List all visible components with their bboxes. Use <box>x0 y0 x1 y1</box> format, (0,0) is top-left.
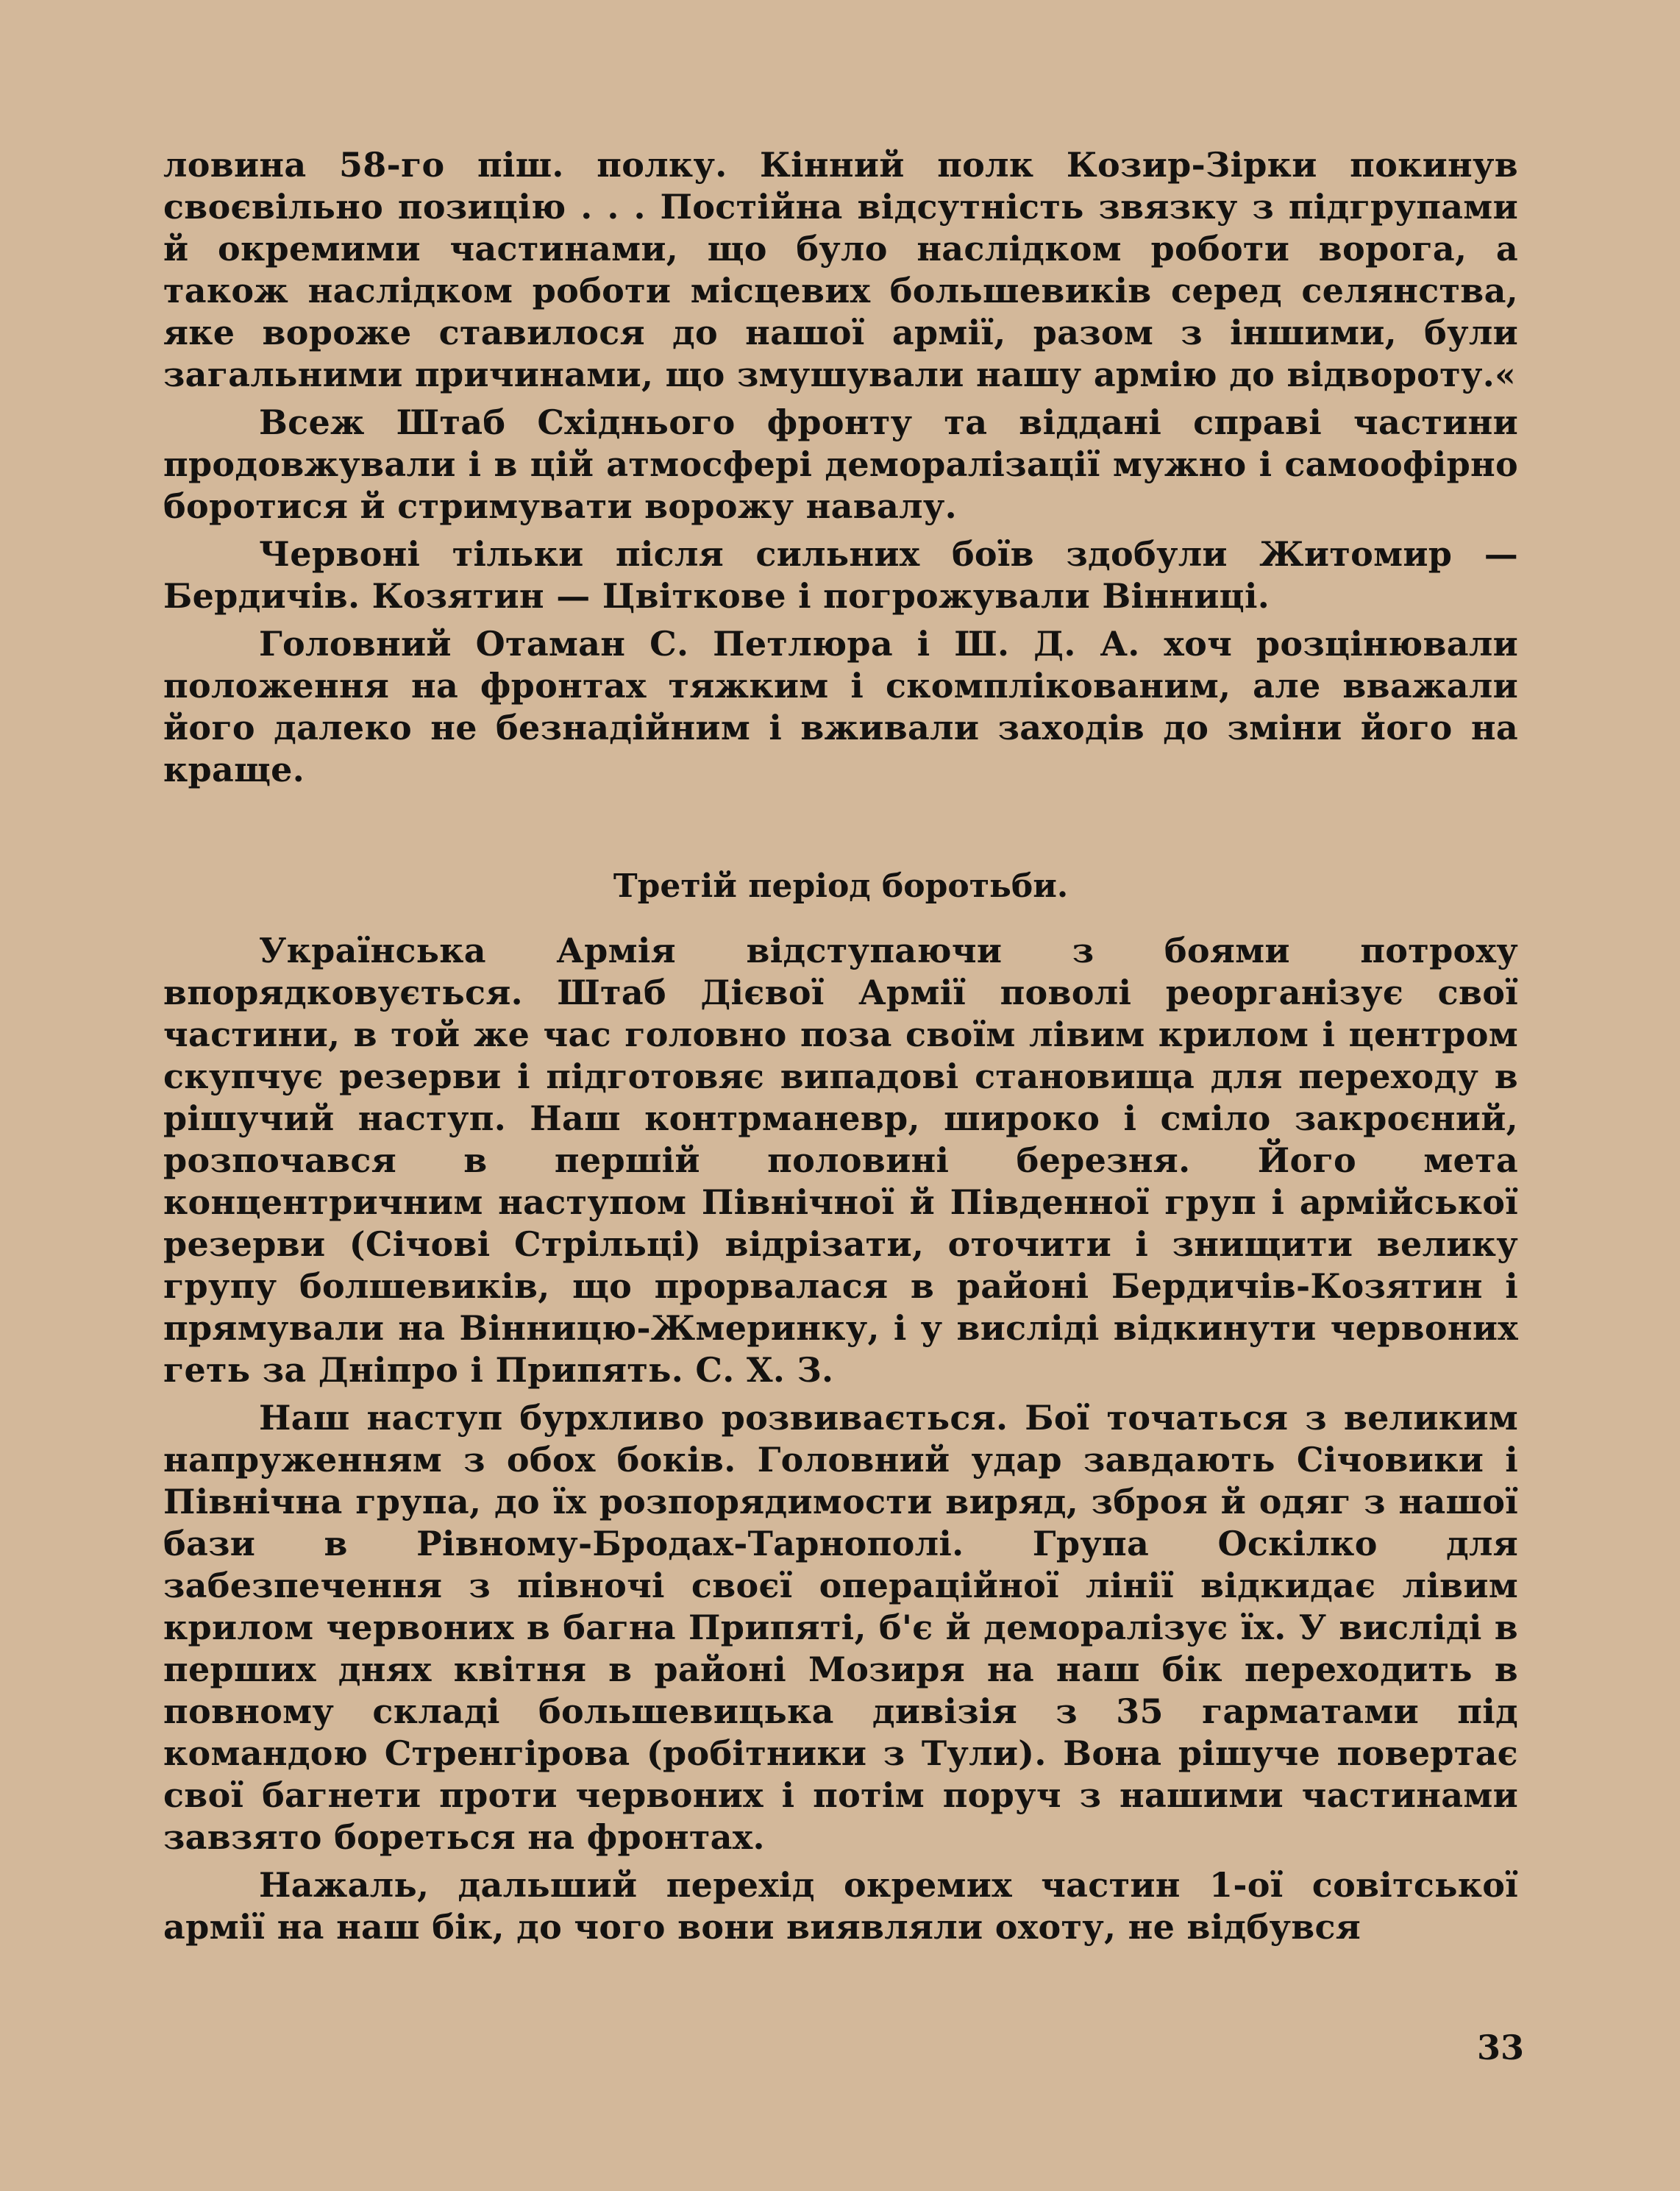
paragraph: Нажаль, дальший перехід окремих частин 1-ої совітської армії на наш бік, до чого вони виявляли охоту, не відбувся <box>163 1865 1518 1947</box>
page-number: 33 <box>1476 2028 1524 2067</box>
paragraph: Головний Отаман С. Петлюра і Ш. Д. А. хоч розцінювали положення на фронтах тяжким і скомплікованим, але вважали його далеко не безнадійним і вживали заходів до зміни його на краще. <box>163 624 1518 789</box>
section-heading: Третій період боротьби. <box>613 867 1069 905</box>
paragraph: Всеж Штаб Східнього фронту та віддані справі частини продовжували і в цій атмосфері деморалізації мужно і самоофірно боротися й стримувати ворожу навалу. <box>163 402 1518 526</box>
text-block-top <box>163 144 1518 791</box>
paragraph: Українська Армія відступаючи з боями потроху впорядковується. Штаб Дієвої Армії поволі реорганізує свої частини, в той же час головно поза своїм лівим крилом і центром скупчує резерви і підготовяє випадові становища для переходу в рішучий наступ. Наш контрманевр, широко і сміло закроєний, розпочався в першій половині березня. Його мета концентричним наступом Північної й Південної груп і армійської резерви (Січові Стрільці) відрізати, оточити і знищити велику групу болшевиків, що прорвалася в районі Бердичів-Козятин і прямували на Вінницю-Жмеринку, і у висліді відкинути червоних геть за Дніпро і Припять. С. Х. З. <box>163 931 1518 1390</box>
paragraph: Червоні тільки після сильних боїв здобули Житомир — Бердичів. Козятин — Цвіткове і погрожували Вінниці. <box>163 534 1518 616</box>
text-block-bottom <box>163 930 1518 1948</box>
paragraph: Наш наступ бурхливо розвивається. Бої точаться з великим напруженням з обох боків. Головний удар завдають Січовики і Північна група, до їх розпорядимости виряд, зброя й одяг з нашої бази в Рівному-Бродах-Тарнополі. Група Оскілко для забезпечення з півночі своєї операційної лінії відкидає лівим крилом червоних в багна Припяті, б'є й деморалізує їх. У висліді в перших днях квітня в районі Мозиря на наш бік переходить в повному складі большевицька дивізія з 35 гарматами під командою Стренгірова (робітники з Тули). Вона рішуче повертає свої багнети проти червоних і потім поруч з нашими частинами завзято бореться на фронтах. <box>163 1398 1518 1857</box>
paragraph: ловина 58-го піш. полку. Кінний полк Козир-Зірки покинув своєвільно позицію . . . Постійна відсутність звязку з підгрупами й окремими частинами, що було наслідком роботи ворога, а також наслідком роботи місцевих большевиків серед селянства, яке вороже ставилося до нашої армії, разом з іншими, були загальними причинами, що змушували нашу армію до відвороту.« <box>163 145 1518 394</box>
